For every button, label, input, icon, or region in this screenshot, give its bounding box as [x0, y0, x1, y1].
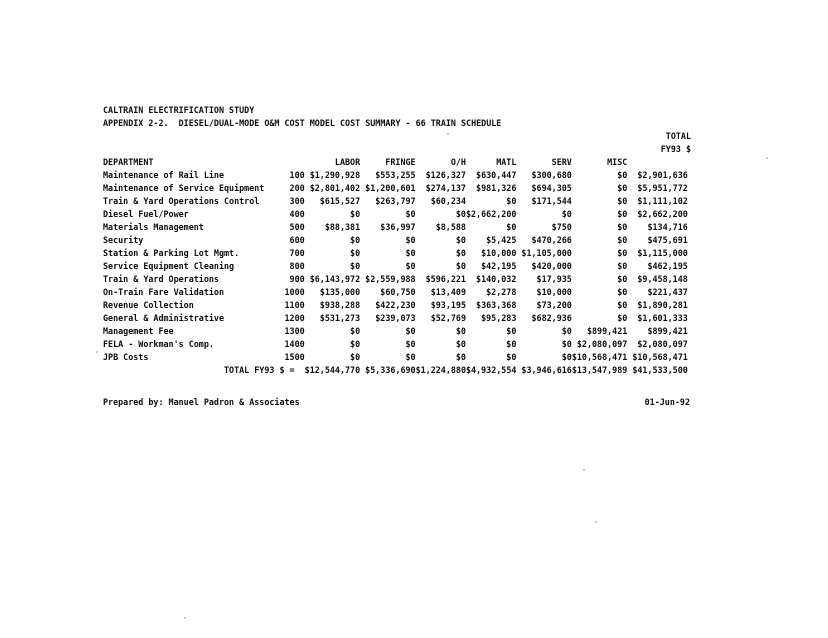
cell-code: 200 [289, 183, 305, 193]
cell-matl: $10,000 [481, 248, 517, 258]
cell-total: $899,421 [647, 326, 688, 336]
total-cell-misc: $13,547,989 [571, 365, 628, 375]
cell-labor: $88,381 [324, 222, 361, 232]
cell-department: JPB Costs [103, 352, 149, 362]
cell-serv: $300,680 [531, 170, 572, 180]
cell-serv: $0 [561, 209, 572, 219]
cell-labor: $531,273 [319, 313, 361, 323]
cell-misc: $2,080,097 [576, 339, 628, 349]
total-cell-total: $41,533,500 [632, 365, 688, 375]
cell-department: Train & Yard Operations [103, 274, 219, 284]
cell-matl: $2,278 [486, 287, 517, 297]
col-header-total [627, 156, 688, 169]
cell-misc: $0 [617, 261, 628, 271]
cell-serv: $470,266 [531, 235, 572, 245]
cell-total: $475,691 [647, 235, 688, 245]
report-date: 01-Jun-92 [644, 397, 690, 407]
cell-fringe: $60,750 [380, 287, 416, 297]
scan-speckle [766, 157, 768, 159]
table-row [103, 260, 691, 273]
col-header-fringe: FRINGE [385, 157, 416, 167]
total-header-line1: TOTAL [665, 131, 691, 141]
cell-labor: $0 [350, 209, 361, 219]
cell-oh: $0 [455, 209, 466, 219]
cell-misc: $0 [617, 196, 628, 206]
cell-fringe: $239,073 [375, 313, 416, 323]
cell-misc: $0 [617, 235, 628, 245]
cell-total: $2,901,636 [637, 170, 688, 180]
cell-department: Service Equipment Cleaning [103, 261, 235, 271]
cell-labor: $0 [350, 235, 361, 245]
cell-misc: $0 [617, 209, 628, 219]
scan-speckle [447, 133, 449, 135]
cell-code: 1500 [284, 352, 305, 362]
cell-oh: $274,137 [425, 183, 466, 193]
cell-misc: $0 [617, 248, 628, 258]
cell-fringe: $263,797 [375, 196, 416, 206]
cell-total: $5,951,772 [637, 183, 688, 193]
col-header-misc: MISC [607, 157, 628, 167]
cell-fringe: $553,255 [375, 170, 416, 180]
report-subtitle: APPENDIX 2-2. DIESEL/DUAL-MODE O&M COST MODEL COST SUMMARY - 66 TRAIN SCHEDULE [103, 118, 502, 128]
table-row [103, 247, 691, 260]
col-header-oh: O/H [450, 157, 466, 167]
cell-serv: $0 [561, 352, 572, 362]
cell-department: Train & Yard Operations Control [103, 196, 260, 206]
cell-department: Materials Management [103, 222, 204, 232]
cell-total: $2,662,200 [637, 209, 688, 219]
total-cell-oh: $1,224,880 [415, 365, 466, 375]
table-row [103, 351, 691, 364]
cell-department: Maintenance of Rail Line [103, 170, 225, 180]
cell-total: $9,458,148 [637, 274, 688, 284]
cell-oh: $60,234 [430, 196, 466, 206]
cell-labor: $0 [350, 326, 361, 336]
col-header-code [274, 156, 304, 169]
cell-total: $2,080,097 [637, 339, 688, 349]
cell-code: 600 [289, 235, 305, 245]
table-row [103, 299, 691, 312]
cell-labor: $615,527 [319, 196, 361, 206]
cell-misc: $0 [617, 313, 628, 323]
cell-misc: $0 [617, 300, 628, 310]
cell-fringe: $0 [405, 235, 416, 245]
report-body [103, 104, 691, 377]
cell-fringe: $0 [405, 248, 416, 258]
cell-department: On-Train Fare Validation [103, 287, 225, 297]
table-row [103, 182, 691, 195]
cell-oh: $0 [455, 261, 466, 271]
cell-labor: $0 [350, 261, 361, 271]
cell-department: General & Administrative [103, 313, 225, 323]
cell-code: 1300 [284, 326, 305, 336]
cell-fringe: $0 [405, 326, 416, 336]
table-row [103, 195, 691, 208]
cell-labor: $2,801,402 [309, 183, 361, 193]
cell-matl: $42,195 [481, 261, 517, 271]
cell-code: 700 [289, 248, 305, 258]
cell-code: 100 [289, 170, 305, 180]
cell-code: 300 [289, 196, 305, 206]
cell-matl: $0 [506, 352, 517, 362]
table-row [103, 338, 691, 351]
cell-labor: $938,288 [319, 300, 361, 310]
report-title: CALTRAIN ELECTRIFICATION STUDY [103, 105, 255, 115]
scan-speckle [583, 469, 585, 471]
scan-speckle [96, 351, 98, 353]
cell-misc: $0 [617, 183, 628, 193]
scan-speckle [595, 521, 597, 523]
cell-department: Diesel Fuel/Power [103, 209, 189, 219]
cell-fringe: $422,230 [375, 300, 416, 310]
cell-oh: $13,409 [430, 287, 466, 297]
cell-department: Station & Parking Lot Mgmt. [103, 248, 240, 258]
cell-serv: $171,544 [531, 196, 572, 206]
cell-fringe: $36,997 [380, 222, 416, 232]
table-row [103, 312, 691, 325]
cell-labor: $0 [350, 339, 361, 349]
cell-total: $462,195 [647, 261, 688, 271]
cell-department: Revenue Collection [103, 300, 194, 310]
cell-matl: $0 [506, 196, 517, 206]
cell-code: 500 [289, 222, 305, 232]
cell-serv: $73,200 [536, 300, 572, 310]
total-cell-fringe: $5,336,690 [365, 365, 416, 375]
cell-matl: $363,368 [476, 300, 517, 310]
table-row [103, 286, 691, 299]
cell-oh: $8,588 [435, 222, 466, 232]
cell-fringe: $1,200,601 [365, 183, 416, 193]
cell-department: Maintenance of Service Equipment [103, 183, 265, 193]
cell-oh: $126,327 [425, 170, 466, 180]
cell-matl: $981,326 [476, 183, 517, 193]
cell-serv: $1,105,000 [521, 248, 572, 258]
table-row [103, 325, 691, 338]
grand-total-row [103, 364, 691, 377]
cell-matl: $2,662,200 [465, 209, 517, 219]
cell-matl: $0 [506, 222, 517, 232]
cell-matl: $140,032 [476, 274, 517, 284]
cell-matl: $630,447 [476, 170, 517, 180]
table-row [103, 169, 691, 182]
cell-labor: $1,290,928 [309, 170, 361, 180]
total-row-label: TOTAL FY93 $ = [224, 365, 295, 375]
cell-labor: $0 [350, 352, 361, 362]
cell-oh: $0 [455, 248, 466, 258]
cell-total: $10,568,471 [632, 352, 688, 362]
cell-code: 1400 [284, 339, 305, 349]
cell-department: Security [103, 235, 144, 245]
cell-total: $1,890,281 [637, 300, 688, 310]
cell-oh: $596,221 [425, 274, 466, 284]
table-row [103, 273, 691, 286]
total-row-pad [295, 364, 305, 377]
cell-labor: $6,143,972 [309, 274, 361, 284]
cell-misc: $10,568,471 [571, 352, 628, 362]
cell-labor: $0 [350, 248, 361, 258]
scan-speckle [184, 617, 186, 619]
cell-labor: $135,000 [319, 287, 361, 297]
cell-misc: $0 [617, 170, 628, 180]
cell-misc: $0 [617, 287, 628, 297]
cell-code: 400 [289, 209, 305, 219]
cell-code: 800 [289, 261, 305, 271]
col-header-matl: MATL [496, 157, 517, 167]
cell-oh: $0 [455, 352, 466, 362]
total-header-line2: FY93 $ [660, 144, 691, 154]
cell-code: 1100 [284, 300, 305, 310]
cell-fringe: $2,559,988 [365, 274, 416, 284]
cell-serv: $0 [561, 339, 572, 349]
cell-oh: $52,769 [430, 313, 466, 323]
cell-matl: $0 [506, 339, 517, 349]
cell-serv: $0 [561, 326, 572, 336]
total-cell-serv: $3,946,616 [521, 365, 572, 375]
table-row [103, 208, 691, 221]
cell-misc: $0 [617, 222, 628, 232]
cell-serv: $682,936 [531, 313, 572, 323]
cell-department: Management Fee [103, 326, 174, 336]
cell-misc: $0 [617, 274, 628, 284]
cell-oh: $0 [455, 235, 466, 245]
cell-oh: $93,195 [430, 300, 466, 310]
cell-fringe: $0 [405, 209, 416, 219]
cell-total: $134,716 [647, 222, 688, 232]
cell-fringe: $0 [405, 339, 416, 349]
cell-fringe: $0 [405, 352, 416, 362]
cell-total: $221,437 [647, 287, 688, 297]
column-header-row [103, 156, 691, 169]
cell-matl: $95,283 [481, 313, 517, 323]
cell-serv: $750 [551, 222, 572, 232]
cell-code: 900 [289, 274, 305, 284]
total-cell-labor: $12,544,770 [304, 365, 361, 375]
cell-oh: $0 [455, 326, 466, 336]
cell-total: $1,601,333 [637, 313, 688, 323]
cell-serv: $17,935 [536, 274, 572, 284]
cell-serv: $694,305 [531, 183, 572, 193]
table-row [103, 221, 691, 234]
cell-serv: $10,000 [536, 287, 572, 297]
cell-total: $1,111,102 [637, 196, 688, 206]
cell-code: 1200 [284, 313, 305, 323]
cell-total: $1,115,000 [637, 248, 688, 258]
cell-serv: $420,000 [531, 261, 572, 271]
cell-fringe: $0 [405, 261, 416, 271]
cell-misc: $899,421 [586, 326, 628, 336]
prepared-by-text: Prepared by: Manuel Padron & Associates [103, 397, 300, 407]
table-body [103, 169, 691, 364]
col-header-serv: SERV [551, 157, 572, 167]
col-header-department: DEPARTMENT [103, 157, 154, 167]
cell-code: 1000 [284, 287, 305, 297]
col-header-labor: LABOR [334, 157, 361, 167]
cell-department: FELA - Workman's Comp. [103, 339, 214, 349]
total-cell-matl: $4,932,554 [465, 365, 517, 375]
cell-matl: $0 [506, 326, 517, 336]
cell-oh: $0 [455, 339, 466, 349]
cell-matl: $5,425 [486, 235, 517, 245]
table-row [103, 234, 691, 247]
